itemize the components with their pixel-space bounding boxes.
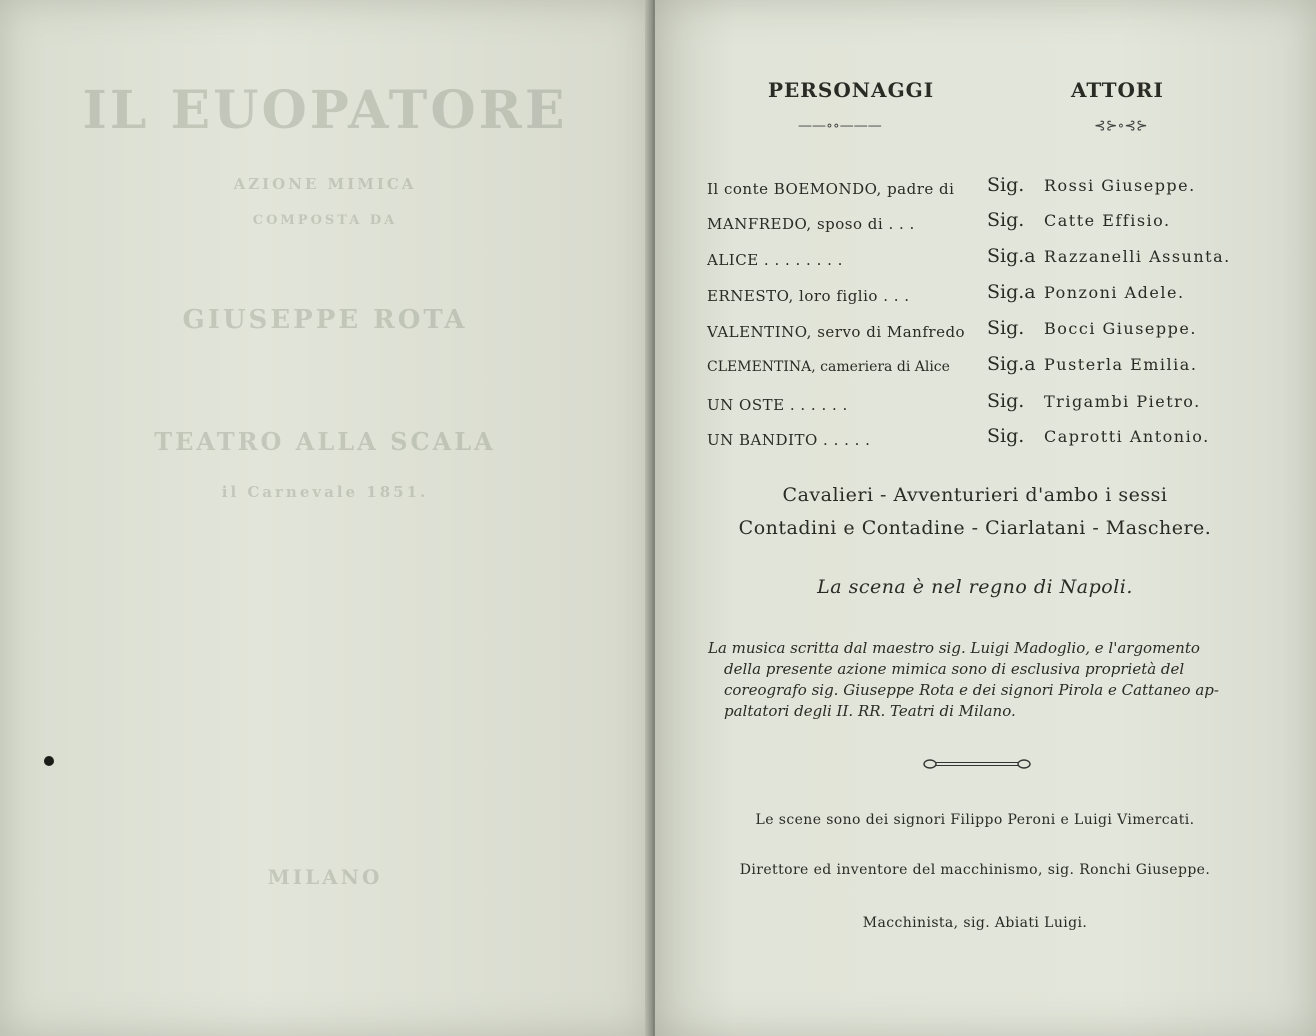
setting-line: La scena è nel regno di Napoli.	[817, 576, 1133, 598]
bleed-line: GIUSEPPE ROTA	[182, 305, 468, 335]
ornament-left: ——∘∘———	[798, 118, 882, 134]
bleed-line: AZIONE MIMICA	[233, 175, 417, 193]
bleed-title: IL EUOPATORE	[82, 80, 568, 141]
cast-row	[707, 245, 1267, 275]
actor: Caprotti Antonio.	[1044, 427, 1210, 446]
notice-line: coreografo sig. Giuseppe Rota e dei signori Pirola e Cattaneo ap-	[724, 681, 1219, 699]
actor: Trigambi Pietro.	[1044, 392, 1201, 411]
cast-row	[707, 390, 1267, 420]
cast-row	[707, 281, 1267, 311]
left-page	[0, 0, 650, 1036]
header-attori: ATTORI	[1071, 78, 1164, 102]
actor: Ponzoni Adele.	[1044, 283, 1185, 302]
sig: Sig.a	[987, 353, 1036, 375]
cast-row	[707, 209, 1267, 239]
actor: Catte Effisio.	[1044, 211, 1171, 230]
notice-line: paltatori degli II. RR. Teatri di Milano.	[724, 702, 1016, 720]
sig: Sig.	[987, 425, 1025, 447]
role: UN OSTE . . . . . .	[707, 396, 848, 414]
bleed-line: il Carnevale 1851.	[221, 483, 429, 501]
actor: Pusterla Emilia.	[1044, 355, 1198, 374]
sig: Sig.a	[987, 245, 1036, 267]
sig: Sig.	[987, 390, 1025, 412]
actor: Bocci Giuseppe.	[1044, 319, 1197, 338]
cast-row	[707, 425, 1267, 455]
bleed-line: TEATRO ALLA SCALA	[154, 427, 496, 456]
notice-line: La musica scritta dal maestro sig. Luigi Madoglio, e l'argomento	[708, 639, 1200, 657]
chorus-line-2: Contadini e Contadine - Ciarlatani - Maschere.	[738, 517, 1212, 539]
cast-row	[707, 317, 1267, 347]
sig: Sig.	[987, 174, 1025, 196]
sig: Sig.a	[987, 281, 1036, 303]
credit-scenes: Le scene sono dei signori Filippo Peroni e Luigi Vimercati.	[755, 812, 1195, 828]
notice-line: della presente azione mimica sono di esclusiva proprietà del	[724, 660, 1185, 678]
cast-row	[707, 174, 1267, 204]
role: MANFREDO, sposo di . . .	[707, 215, 915, 233]
role: ERNESTO, loro figlio . . .	[707, 287, 910, 305]
bleed-line: MILANO	[267, 865, 383, 889]
role: Il conte BOEMONDO, padre di	[707, 180, 955, 198]
ink-spot	[44, 756, 54, 766]
credit-director: Direttore ed inventore del macchinismo, sig. Ronchi Giuseppe.	[739, 862, 1211, 878]
role: CLEMENTINA, cameriera di Alice	[707, 359, 950, 375]
bleed-line: COMPOSTA DA	[252, 213, 398, 228]
role: UN BANDITO . . . . .	[707, 431, 871, 449]
actor: Razzanelli Assunta.	[1044, 247, 1231, 266]
actor: Rossi Giuseppe.	[1044, 176, 1196, 195]
role: ALICE . . . . . . . .	[707, 251, 843, 269]
ornamental-divider	[922, 757, 1032, 771]
cast-row	[707, 353, 1267, 383]
sig: Sig.	[987, 317, 1025, 339]
rights-notice	[708, 638, 1256, 722]
chorus-line-1: Cavalieri - Avventurieri d'ambo i sessi	[782, 484, 1168, 506]
role: VALENTINO, servo di Manfredo	[707, 323, 966, 341]
header-personaggi: PERSONAGGI	[768, 78, 935, 102]
sig: Sig.	[987, 209, 1025, 231]
credit-machinist: Macchinista, sig. Abiati Luigi.	[862, 915, 1088, 931]
ornament-right: ⊰⊱∘⊰⊱	[1094, 118, 1148, 134]
